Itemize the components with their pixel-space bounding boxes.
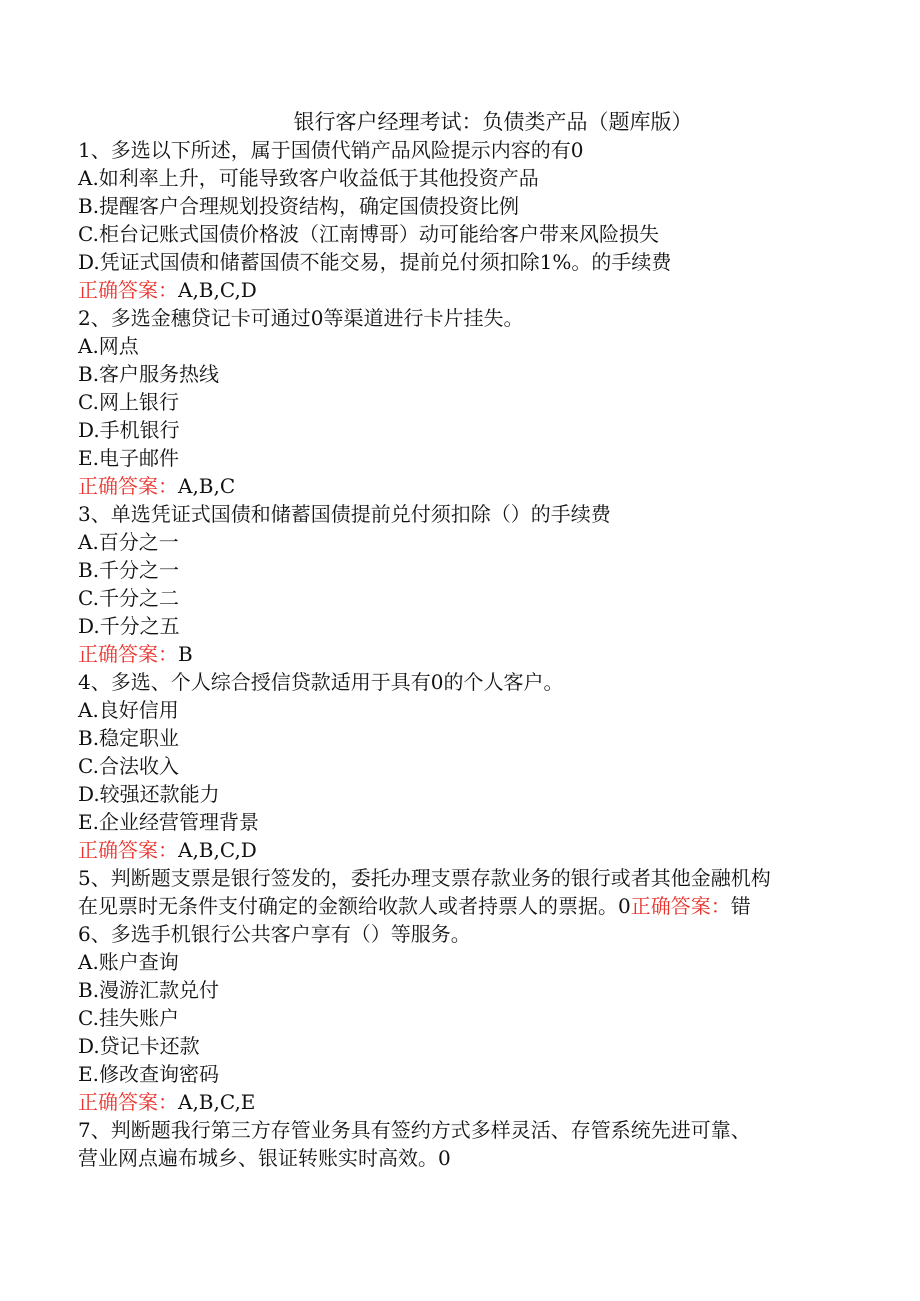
answer-label: 正确答案：	[630, 894, 731, 918]
option-e: E.企业经营管理背景	[78, 810, 259, 834]
document-title: 银行客户经理考试：负债类产品（题库版）	[293, 110, 693, 134]
question-stem: 1、多选以下所述，属于国债代销产品风险提示内容的有0	[78, 138, 584, 162]
option-b: B.客户服务热线	[78, 362, 220, 386]
question-stem-line-2: 营业网点遍布城乡、银证转账实时高效。0	[78, 1146, 451, 1170]
question-stem-text: 在见票时无条件支付确定的金额给收款人或者持票人的票据。0	[78, 894, 631, 918]
option-a: A.良好信用	[78, 698, 179, 722]
question-stem: 4、多选、个人综合授信贷款适用于具有0的个人客户。	[78, 670, 564, 694]
option-d: D.千分之五	[78, 614, 180, 638]
question-stem-line-1: 5、判断题支票是银行签发的，委托办理支票存款业务的银行或者其他金融机构	[78, 866, 771, 890]
question-stem: 6、多选手机银行公共客户享有（）等服务。	[78, 922, 471, 946]
question-3	[78, 500, 878, 668]
option-c: C.网上银行	[78, 390, 179, 414]
option-b: B.千分之一	[78, 558, 180, 582]
option-a: A.账户查询	[78, 950, 179, 974]
option-c: C.柜台记账式国债价格波（江南博哥）动可能给客户带来风险损失	[78, 222, 659, 246]
option-d: D.手机银行	[78, 418, 180, 442]
answer-line	[78, 276, 878, 304]
answer-value: B	[178, 642, 193, 666]
option-e: E.修改查询密码	[78, 1062, 219, 1086]
question-stem: 2、多选金穗贷记卡可通过0等渠道进行卡片挂失。	[78, 306, 524, 330]
question-stem: 3、单选凭证式国债和储蓄国债提前兑付须扣除（）的手续费	[78, 502, 611, 526]
question-stem-line-1: 7、判断题我行第三方存管业务具有签约方式多样灵活、存管系统先进可靠、	[78, 1118, 751, 1142]
question-2	[78, 304, 878, 500]
option-a: A.网点	[78, 334, 139, 358]
answer-label: 正确答案：	[78, 642, 178, 666]
answer-value: A,B,C	[178, 474, 236, 498]
option-b: B.漫游汇款兑付	[78, 978, 220, 1002]
answer-value: A,B,C,E	[178, 1090, 256, 1114]
question-5	[78, 864, 878, 920]
option-d: D.凭证式国债和储蓄国债不能交易，提前兑付须扣除1%。的手续费	[78, 250, 672, 274]
question-7	[78, 1116, 878, 1172]
option-c: C.合法收入	[78, 754, 179, 778]
option-d: D.较强还款能力	[78, 782, 220, 806]
question-6	[78, 920, 878, 1116]
answer-label: 正确答案：	[78, 1090, 178, 1114]
option-d: D.贷记卡还款	[78, 1034, 200, 1058]
answer-value: A,B,C,D	[178, 838, 257, 862]
option-c: C.挂失账户	[78, 1006, 179, 1030]
option-c: C.千分之二	[78, 586, 179, 610]
answer-label: 正确答案：	[78, 278, 178, 302]
answer-value: A,B,C,D	[178, 278, 257, 302]
answer-line	[78, 472, 878, 500]
answer-line	[78, 1088, 878, 1116]
document-content	[78, 108, 878, 1172]
question-1	[78, 136, 878, 304]
question-4	[78, 668, 878, 864]
option-a: A.百分之一	[78, 530, 179, 554]
option-b: B.提醒客户合理规划投资结构，确定国债投资比例	[78, 194, 520, 218]
option-e: E.电子邮件	[78, 446, 179, 470]
option-b: B.稳定职业	[78, 726, 180, 750]
question-stem-line-2	[78, 892, 878, 920]
answer-label: 正确答案：	[78, 838, 178, 862]
answer-value: 错	[730, 894, 751, 918]
answer-line	[78, 836, 878, 864]
answer-line	[78, 640, 878, 668]
option-a: A.如利率上升，可能导致客户收益低于其他投资产品	[78, 166, 539, 190]
answer-label: 正确答案：	[78, 474, 178, 498]
